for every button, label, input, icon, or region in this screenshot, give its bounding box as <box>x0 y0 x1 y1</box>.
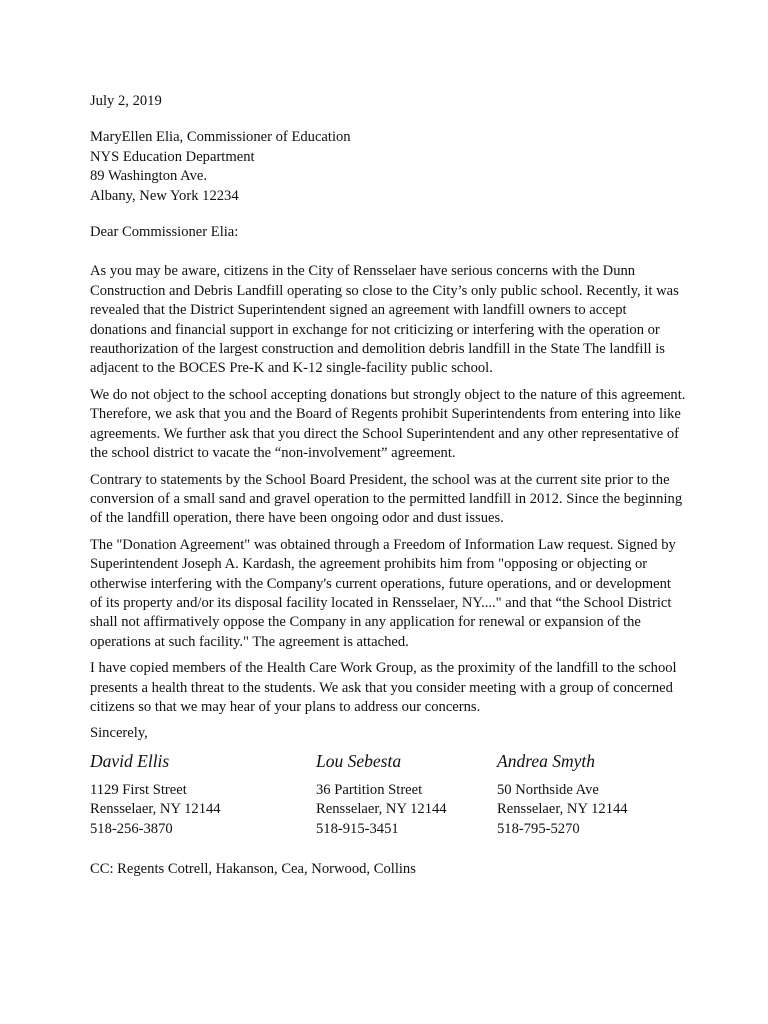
closing: Sincerely, <box>90 725 148 742</box>
letter-page <box>90 92 686 879</box>
signer-name: Andrea Smyth <box>497 750 596 771</box>
body-paragraph-2: We do not object to the school accepting donations but strongly object to the nature of this agreement. Therefore, we ask that you and the Board of Regents prohibit Superintendents from entering into like agreements. We further ask that you direct the School Superintendent and any other representative of the school district to vacate the “non-involvement” agreement. <box>90 386 686 462</box>
signer-street: 36 Partition Street <box>316 781 423 798</box>
recipient-organization-line: NYS Education Department <box>90 148 255 165</box>
signer-city: Rensselaer, NY 12144 <box>90 801 221 818</box>
body-paragraph-5: I have copied members of the Health Care Work Group, as the proximity of the landfill to the school presents a health threat to the students. We ask that you consider meeting with a group of concerned citizens so that we may hear of your plans to address our concerns. <box>90 660 677 715</box>
cc-line: CC: Regents Cotrell, Hakanson, Cea, Norwood, Collins <box>90 860 416 877</box>
signer-phone: 518-256-3870 <box>90 820 173 837</box>
body-paragraph-4: The "Donation Agreement" was obtained through a Freedom of Information Law request. Signed by Superintendent Joseph A. Kardash, the agreement prohibits him from "opposing or objecting or otherwise interfering with the Company's current operations, future operations, and or development of its property and/or its disposal facility located in Rensselaer, NY...." and that “the School District shall not affirmatively oppose the Company in any application for renewal or expansion of the operations at such facility." The agreement is attached. <box>90 536 676 650</box>
recipient-address <box>90 128 686 206</box>
body-paragraph-3: Contrary to statements by the School Board President, the school was at the current site prior to the conversion of a small sand and gravel operation to the permitted landfill in 2012. Since the beginning of the landfill operation, there have been ongoing odor and dust issues. <box>90 471 683 527</box>
recipient-city-line: Albany, New York 12234 <box>90 187 239 204</box>
signer-phone: 518-795-5270 <box>497 820 580 837</box>
body-paragraph-1: As you may be aware, citizens in the City of Rensselaer have serious concerns with the Dunn Construction and Debris Landfill operating so close to the City’s only public school. Recently, it was revealed that the District Superintendent signed an agreement with landfill owners to accept donations and financial support in exchange for not criticizing or interfering with the operation or reauthorization of the largest construction and demolition debris landfill in the State The landfill is adjacent to the BOCES Pre-K and K-12 single-facility public school. <box>90 263 679 377</box>
signer-street: 50 Northside Ave <box>497 781 599 798</box>
signer-1 <box>90 750 221 839</box>
signer-3 <box>497 750 628 839</box>
signer-phone: 518-915-3451 <box>316 820 399 837</box>
recipient-name-line: MaryEllen Elia, Commissioner of Education <box>90 129 351 146</box>
signer-city: Rensselaer, NY 12144 <box>497 801 628 818</box>
recipient-street-line: 89 Washington Ave. <box>90 168 208 185</box>
signer-name: David Ellis <box>90 750 170 771</box>
signer-street: 1129 First Street <box>90 781 187 798</box>
signature-block <box>90 750 686 850</box>
letter-date: July 2, 2019 <box>90 93 162 109</box>
signer-2 <box>316 750 447 839</box>
signer-name: Lou Sebesta <box>316 750 402 771</box>
salutation: Dear Commissioner Elia: <box>90 224 239 241</box>
signer-city: Rensselaer, NY 12144 <box>316 801 447 818</box>
